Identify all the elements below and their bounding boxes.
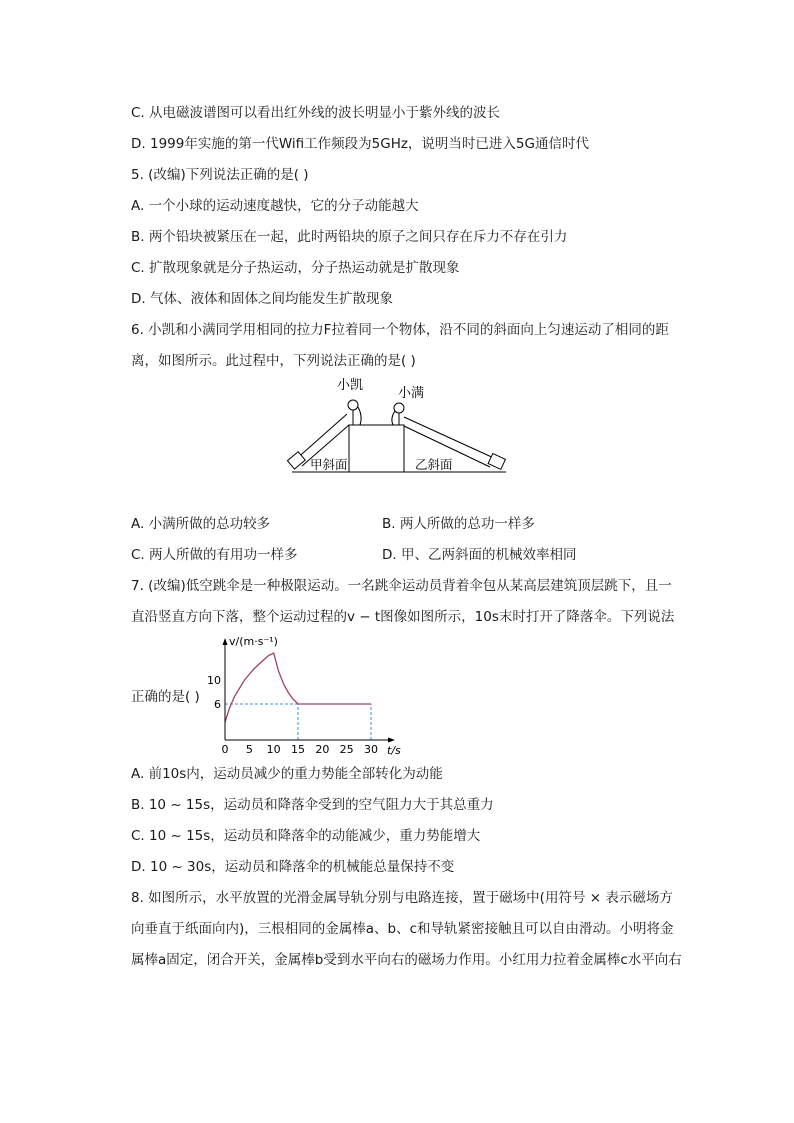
- right-slope-top: [404, 417, 496, 459]
- x-tick-label: 15: [291, 743, 305, 756]
- velocity-curve: [225, 653, 371, 722]
- x-axis-label: t/s: [387, 744, 401, 757]
- label-left-person: 小凯: [337, 378, 364, 393]
- center-block: [349, 425, 404, 472]
- right-object: [488, 454, 505, 470]
- y-axis-label: v/(m·s⁻¹): [229, 635, 278, 648]
- q5-option-b: B. 两个铅块被紧压在一起，此时两铅块的原子之间只存在斥力不存在引力: [131, 229, 568, 245]
- left-object: [287, 452, 305, 469]
- right-pulley: [394, 403, 404, 413]
- q6-option-b: B. 两人所做的总功一样多: [382, 516, 535, 532]
- right-hand: [392, 411, 395, 425]
- q6-stem-line2: 离，如图所示。此过程中，下列说法正确的是( ): [131, 353, 416, 369]
- q7-option-a: A. 前10s内，运动员减少的重力势能全部转化为动能: [131, 766, 443, 782]
- q5-stem: 5. (改编)下列说法正确的是( ): [131, 167, 309, 183]
- y-tick-label: 10: [207, 674, 221, 687]
- label-left-slope: 甲斜面: [310, 457, 348, 472]
- label-right-person: 小满: [398, 386, 425, 401]
- y-axis-arrow: [223, 638, 228, 645]
- q6-option-c: C. 两人所做的有用功一样多: [131, 547, 298, 563]
- x-tick-label: 20: [315, 743, 330, 756]
- x-tick-label: 10: [266, 743, 281, 756]
- q7-stem-line2: 直沿竖直方向下落，整个运动过程的v − t图像如图所示，10s末时打开了降落伞。下列说法: [131, 609, 675, 625]
- x-tick-label: 25: [339, 743, 354, 756]
- q4-option-c: C. 从电磁波谱图可以看出红外线的波长明显小于紫外线的波长: [131, 105, 501, 121]
- label-right-slope: 乙斜面: [415, 457, 453, 472]
- q7-option-c: C. 10 ~ 15s，运动员和降落伞的动能减少，重力势能增大: [131, 828, 481, 844]
- q6-stem-line1: 6. 小凯和小满同学用相同的拉力F拉着同一个物体，沿不同的斜面向上匀速运动了相同的距: [131, 322, 669, 338]
- q5-option-d: D. 气体、液体和固体之间均能发生扩散现象: [131, 291, 393, 307]
- q7-option-d: D. 10 ~ 30s，运动员和降落伞的机械能总量保持不变: [131, 859, 455, 875]
- x-tick-label: 30: [364, 743, 378, 756]
- left-hand: [358, 407, 361, 425]
- q5-option-c: C. 扩散现象就是分子热运动，分子热运动就是扩散现象: [131, 260, 460, 276]
- q8-stem-line3: 属棒a固定，闭合开关，金属棒b受到水平向右的磁场力作用。小红用力拉着金属棒c水平向右: [131, 952, 682, 968]
- q6-option-a: A. 小满所做的总功较多: [131, 516, 271, 532]
- x-tick-label: 5: [245, 743, 253, 756]
- left-pulley: [348, 400, 358, 410]
- q6-option-d: D. 甲、乙两斜面的机械效率相同: [382, 547, 577, 563]
- left-slope-top: [294, 414, 347, 461]
- q4-option-d: D. 1999年实施的第一代Wifi工作频段为5GHz，说明当时已进入5G通信时代: [131, 136, 589, 152]
- q7-stem-line1: 7. (改编)低空跳伞是一种极限运动。一名跳伞运动员背着伞包从某高层建筑顶层跳下，且一: [131, 578, 672, 594]
- incline-figure: [280, 376, 520, 480]
- y-tick-label: 6: [214, 698, 221, 711]
- q5-option-a: A. 一个小球的运动速度越快，它的分子动能越大: [131, 198, 419, 214]
- q8-stem-line1: 8. 如图所示，水平放置的光滑金属导轨分别与电路连接，置于磁场中(用符号 × 表示磁场方: [131, 890, 673, 906]
- q7-option-b: B. 10 ~ 15s，运动员和降落伞受到的空气阻力大于其总重力: [131, 797, 494, 813]
- q8-stem-line2: 向垂直于纸面向内)，三根相同的金属棒a、b、c和导轨紧密接触且可以自由滑动。小明将金: [131, 921, 674, 937]
- q7-stem-line3: 正确的是( ): [131, 689, 200, 705]
- x-tick-label: 0: [221, 743, 229, 756]
- x-axis-arrow: [388, 738, 395, 743]
- vt-chart: [205, 633, 410, 757]
